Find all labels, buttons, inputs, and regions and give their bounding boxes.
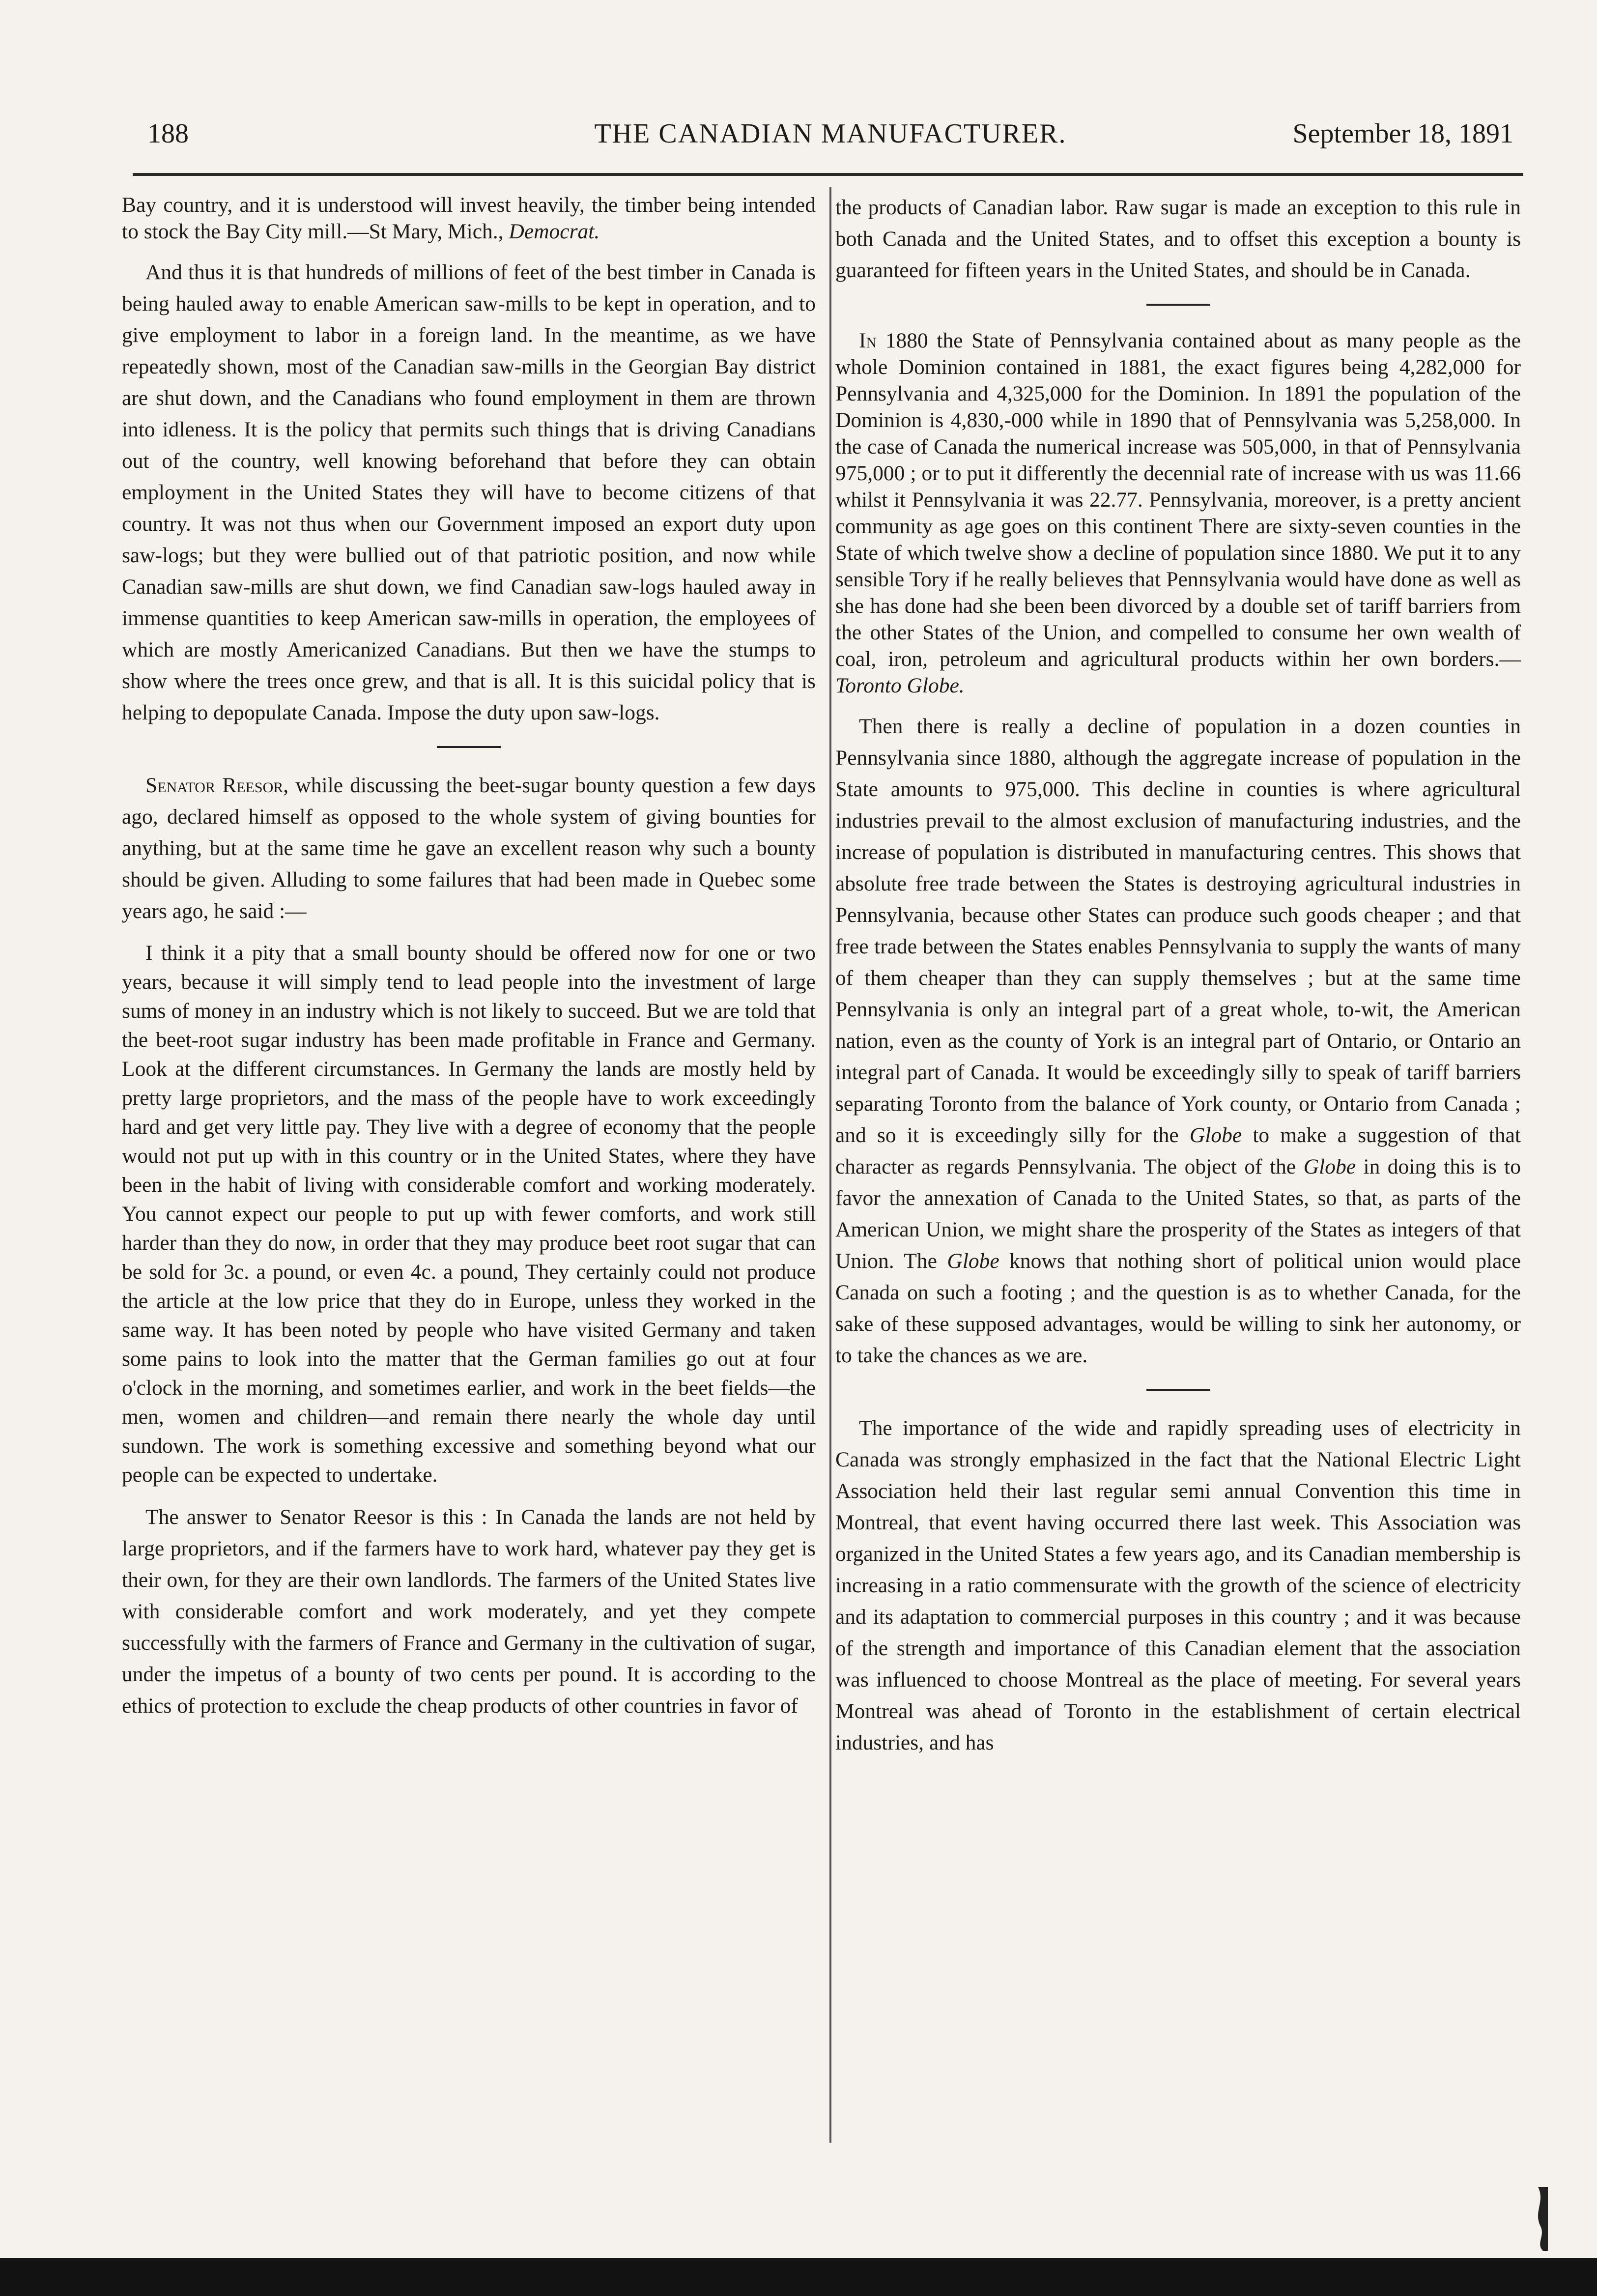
globe-reference: Globe (947, 1249, 999, 1273)
section-separator (1146, 1389, 1210, 1391)
section-separator (1146, 304, 1210, 306)
pennsylvania-editorial (835, 711, 1521, 1371)
issue-date: September 18, 1891 (1292, 118, 1513, 149)
editorial-text: to make a suggestion of that character as regards Pennsylvania. The object of the (835, 1123, 1521, 1178)
sugar-continuation: the products of Canadian labor. Raw sugar is made an exception to this rule in both Canada and the United States, and to offset this exception a bounty is guaranteed for fifteen years in the United States, and should be in Canada. (835, 196, 1521, 282)
editorial-text: Then there is really a decline of population in a dozen counties in Pennsylvania since 1880, although the aggregate increase of population in the State amounts to 975,000. This decline in counties is where agricultural industries prevail to the almost exclusion of manufacturing industries, and the increase of population is distributed in manufacturing centres. This shows that absolute free trade between the States is destroying agricultural industries in Pennsylvania, because other States can produce such goods cheaper ; and that free trade between the States enables Pennsylvania to supply the wants of many of them cheaper than they can supply themselves ; but at the same time Pennsylvania is only an integral part of a great whole, to-wit, the American nation, even as the county of York is an integral part of Ontario, or Ontario an integral part of Canada. It would be exceedingly silly to speak of tariff barriers separating Toronto from the balance of York county, or Ontario from Canada ; and so it is exceedingly silly for the (835, 715, 1521, 1147)
electricity-article: The importance of the wide and rapidly spreading uses of electricity in Canada was strongly emphasized in the fact that the National Electric Light Association held their last regular semi annual Convention this time in Montreal, that event having occurred there last week. This Association was organized in the United States a few years ago, and its Canadian membership is increasing in a ratio commensurate with the growth of the science of electricity and its adaptation to commercial purposes in this country ; and it was because of the strength and importance of this Canadian element that the association was influenced to choose Montreal as the place of meeting. For several years Montreal was ahead of Toronto in the establishment of certain electrical industries, and has (835, 1416, 1521, 1754)
page-number: 188 (147, 118, 189, 149)
right-column (835, 192, 1521, 1770)
reesor-quotation: I think it a pity that a small bounty should be offered now for one or two years, because it will simply tend to lead people into the investment of large sums of money in an industry which is not likely to succeed. But we are told that the beet-root sugar industry has been made profitable in France and Germany. Look at the different circumstances. In Germany the lands are mostly held by pretty large proprietors, and the mass of the people have to work exceedingly hard and get very little pay. They live with a degree of economy that the people would not put up with in this country or in the United States, where they have been in the habit of living with considerable comfort and working moderately. You cannot expect our people to put up with fewer comforts, and work still harder than they do now, in order that they may produce beet root sugar that can be sold for 3c. a pound, or even 4c. a pound, They certainly could not produce the article at the low price that they do in Europe, unless they worked in the same way. It has been noted by people who have visited Germany and taken some pains to look into the matter that the German families go out at four o'clock in the morning, and sometimes earlier, and work in the beet fields—the men, women and children—and remain there nearly the whole day until sundown. The work is something excessive and something beyond what our people can be expected to undertake. (122, 941, 816, 1487)
globe-reference: Globe (1303, 1155, 1356, 1178)
senator-reesor-intro (122, 770, 816, 927)
reply-to-reesor: The answer to Senator Reesor is this : In Canada the lands are not held by large proprietors, and if the farmers have to work hard, whatever pay they get is their own, for they are their own landlords. The farmers of the United States live with considerable comfort and work moderately, and yet they compete successfully with the farmers of France and Germany in the cultivation of sugar, under the impetus of a bounty of two cents per pound. It is according to the ethics of protection to exclude the cheap products of other countries in favor of (122, 1505, 816, 1718)
article-continuation (122, 192, 816, 245)
source-citation: Toronto Globe. (835, 674, 965, 697)
lead-words: Senator Reesor, (145, 774, 289, 797)
source-citation: Democrat. (509, 220, 600, 243)
globe-reference: Globe (1189, 1123, 1242, 1147)
pennsylvania-quote (835, 327, 1521, 699)
section-separator (437, 746, 501, 748)
header-rule (133, 173, 1523, 176)
editorial-text: knows that nothing short of political union would place Canada on such a footing ; and the question is as to whether Canada, for the sake of these supposed advantages, would be willing to sink her autonomy, or to take the chances as we are. (835, 1249, 1521, 1367)
column-divider (829, 187, 831, 2143)
page-edge-mark (1518, 2187, 1548, 2251)
left-column (122, 192, 816, 1733)
page-header (147, 118, 1513, 157)
editorial-text: in doing this is to favor the annexation of Canada to the United States, so that, as parts of the American Union, we might share the prosperity of the States as integers of that Union. The (835, 1155, 1521, 1273)
publication-title: THE CANADIAN MANUFACTURER. (594, 118, 1067, 149)
quote-text: 1880 the State of Pennsylvania contained about as many people as the whole Dominion contained in 1881, the exact figures being 4,282,000 for Pennsylvania and 4,325,000 for the Dominion. In 1891 the population of the Dominion is 4,830,-000 while in 1890 that of Pennsylvania was 5,258,000. In the case of Canada the numerical increase was 505,000, in that of Pennsylvania 975,000 ; or to put it differently the decennial rate of increase with us was 11.66 whilst it Pennsylvania it was 22.77. Pennsylvania, moreover, is a pretty ancient community as age goes on this continent There are sixty-seven counties in the State of which twelve show a decline of population since 1880. We put it to any sensible Tory if he really believes that Pennsylvania would have done as well as she has done had she been been divorced by a double set of tariff barriers from the other States of the Union, and compelled to consume her own wealth of coal, iron, petroleum and agricultural products within her own borders.— (835, 329, 1521, 671)
continuation-text: Bay country, and it is understood will invest heavily, the timber being intended to stock the Bay City mill.—St Mary, Mich., (122, 193, 816, 243)
editorial-saw-logs: And thus it is that hundreds of millions of feet of the best timber in Canada is being hauled away to enable American saw-mills to be kept in operation, and to give employment to labor in a foreign land. In the meantime, as we have repeatedly shown, most of the Canadian saw-mills in the Georgian Bay district are shut down, and the Canadians who found employment in them are thrown into idleness. It is the policy that permits such things that is driving Canadians out of the country, well knowing beforehand that before they can obtain employment in the United States they will have to become citizens of that country. It was not thus when our Government imposed an export duty upon saw-logs; but they were bullied out of that patriotic position, and now while Canadian saw-mills are shut down, we find Canadian saw-logs hauled away in immense quantities to keep American saw-mills in operation, the employees of which are mostly Americanized Canadians. But then we have the stumps to show where the trees once grew, and that is all. It is this suicidal policy that is helping to depopulate Canada. Impose the duty upon saw-logs. (122, 260, 816, 724)
intro-text: while discussing the beet-sugar bounty question a few days ago, declared himself as opposed to the whole system of giving bounties for anything, but at the same time he gave an excellent reason why such a bounty should be given. Alluding to some failures that had been made in Quebec some years ago, he said :— (122, 774, 816, 923)
scan-edge-band (0, 2258, 1597, 2296)
lead-word: In (859, 329, 877, 352)
